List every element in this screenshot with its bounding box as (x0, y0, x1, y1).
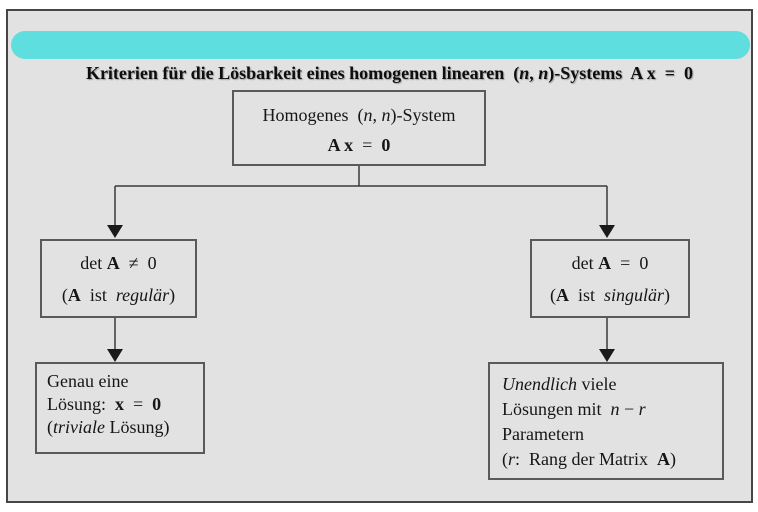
trivial-solution-box (35, 362, 205, 454)
infinite-line-4: (r: Rang der Matrix A) (502, 449, 676, 469)
det-nonzero-line-2: (A ist regulär) (61, 285, 176, 305)
det-nonzero-box (40, 239, 197, 318)
det-zero-line-2: (A ist singulär) (549, 285, 671, 305)
infinite-solutions-box (488, 362, 724, 480)
root-box-line-2: A x = 0 (327, 135, 391, 155)
root-box (232, 90, 486, 166)
det-zero-line-1: det A = 0 (571, 253, 649, 273)
infinite-line-3: Parametern (502, 424, 584, 444)
trivial-line-2: Lösung: x = 0 (47, 394, 162, 414)
trivial-line-1: Genau eine (47, 371, 129, 391)
title-banner (11, 31, 750, 83)
det-nonzero-line-1: det A ≠ 0 (80, 253, 157, 273)
root-box-line-1: Homogenes (n, n)-System (262, 105, 456, 125)
infinite-line-2: Lösungen mit n − r (502, 399, 646, 419)
infinite-line-1: Unendlich viele (502, 374, 617, 394)
trivial-line-3: (triviale Lösung) (47, 417, 170, 437)
det-zero-box (530, 239, 690, 318)
page-title: Kriterien für die Lösbarkeit eines homogenen linearen (n, n)-Systems A x = 0 (85, 63, 694, 83)
